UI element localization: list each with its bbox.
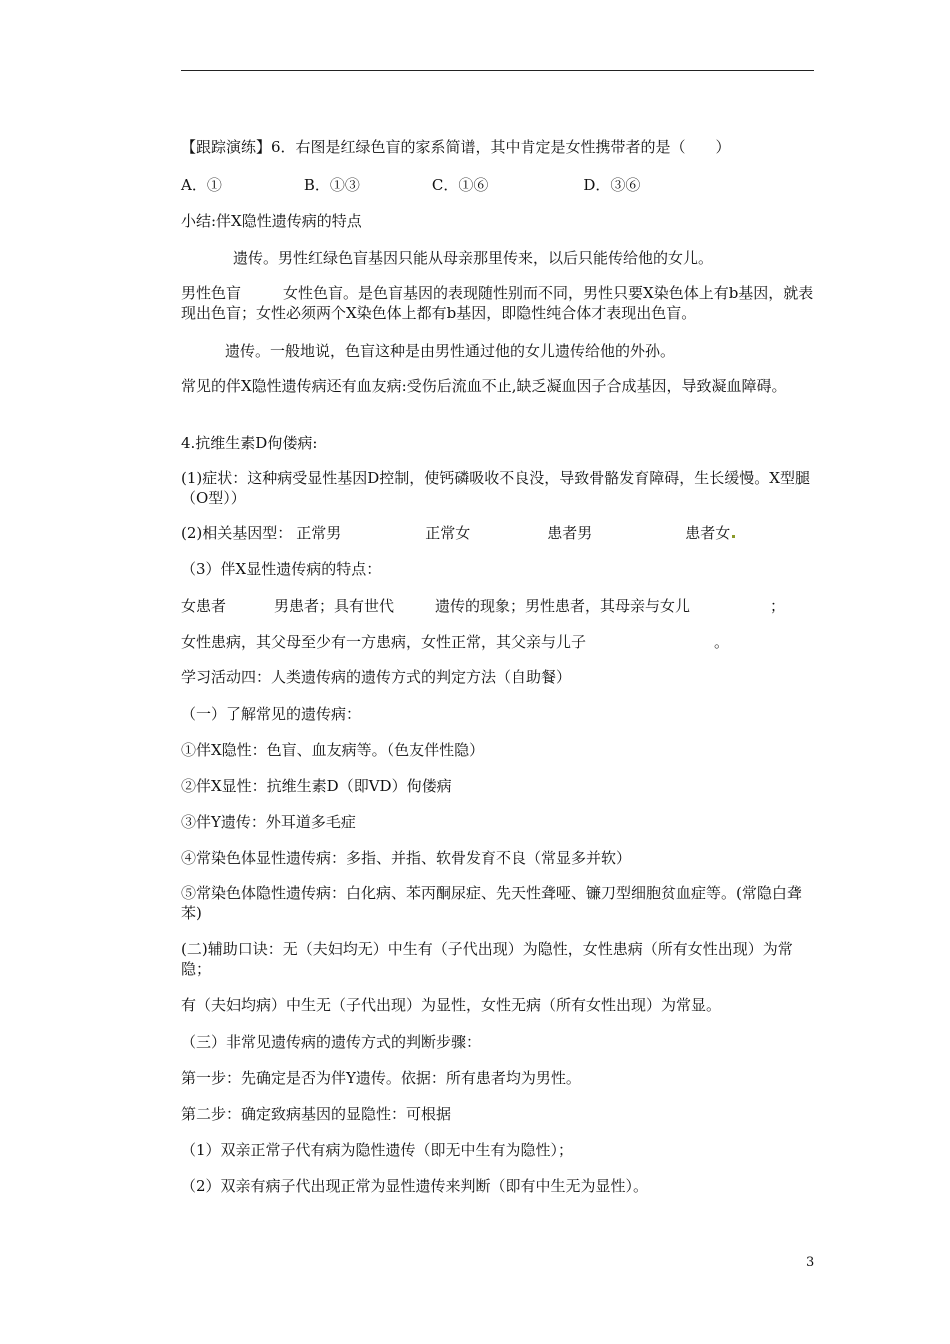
paragraph-block: 常见的伴X隐性遗传病还有血友病:受伤后流血不止,缺乏凝血因子合成基因，导致凝血障碍。 <box>181 377 787 395</box>
list-item: ④常染色体显性遗传病：多指、并指、软骨发育不良（常显多并软） <box>181 849 632 867</box>
text-fragment: (2)相关基因型： <box>181 524 293 542</box>
text-fragment: 患者男 <box>547 524 593 542</box>
text-fragment: 女性患病，其父母至少有一方患病，女性正常，其父亲与儿子 <box>181 633 587 651</box>
text-fragment: 正常女 <box>425 524 471 542</box>
text-fragment: 患者女 <box>685 524 731 542</box>
genotype-row <box>181 523 737 543</box>
list-item: ②伴X显性：抗维生素D（即VD）佝偻病 <box>181 777 452 795</box>
option-c: C．①⑥ <box>431 176 489 194</box>
section-heading: 4.抗维生素D佝偻病: <box>181 434 318 452</box>
step-line: 第二步：确定致病基因的显隐性：可根据 <box>181 1105 452 1123</box>
paragraph-line <box>181 596 785 616</box>
list-item: （2）双亲有病子代出现正常为显性遗传来判断（即有中生无为显性）。 <box>181 1177 649 1195</box>
text-fragment: 男患者；具有世代 <box>274 597 395 615</box>
subsection-heading: （3）伴X显性遗传病的特点： <box>181 560 382 578</box>
option-b: B．①③ <box>303 176 360 194</box>
step-line: 第一步：先确定是否为伴Y遗传。依据：所有患者均为男性。 <box>181 1069 581 1087</box>
text-fragment: 正常男 <box>296 524 342 542</box>
header-rule <box>181 70 814 71</box>
paragraph-block <box>181 283 821 323</box>
list-item: （1）双亲正常子代有病为隐性遗传（即无中生有为隐性）； <box>181 1141 574 1159</box>
text-fragment: 男性色盲 <box>181 284 242 302</box>
list-item: ③伴Y遗传：外耳道多毛症 <box>181 813 356 831</box>
paragraph-line: 有（夫妇均病）中生无（子代出现）为显性，女性无病（所有女性出现）为常显。 <box>181 996 722 1014</box>
text-fragment: 遗传的现象；男性患者，其母亲与女儿 <box>435 597 691 615</box>
subsection-heading: （三）非常见遗传病的遗传方式的判断步骤： <box>181 1033 482 1051</box>
subsection-heading: （一）了解常见的遗传病： <box>181 705 362 723</box>
paragraph-line <box>181 632 729 652</box>
answer-options <box>181 175 640 195</box>
text-fragment: ； <box>770 597 786 615</box>
option-a: A．① <box>181 176 222 194</box>
list-item: ⑤常染色体隐性遗传病：白化病、苯丙酮尿症、先天性聋哑、镰刀型细胞贫血症等。(常隐白聋苯) <box>181 884 802 922</box>
text-fragment: 。 <box>714 633 730 651</box>
summary-heading: 小结:伴X隐性遗传病的特点 <box>181 212 362 230</box>
mark-dot <box>732 535 735 538</box>
page-number: 3 <box>806 1255 815 1270</box>
activity-heading: 学习活动四：人类遗传病的遗传方式的判定方法（自助餐） <box>181 668 572 686</box>
paragraph-line: 遗传。一般地说，色盲这种是由男性通过他的女儿遗传给他的外孙。 <box>225 342 676 360</box>
list-item: ①伴X隐性：色盲、血友病等。（色友伴性隐） <box>181 741 485 759</box>
paragraph-block: (二)辅助口诀：无（夫妇均无）中生有（子代出现）为隐性，女性患病（所有女性出现）为常隐； <box>181 940 793 978</box>
text-fragment: 女患者 <box>181 597 227 615</box>
option-d: D．③⑥ <box>583 176 641 194</box>
text-fragment: 女性色盲。是色盲基因的表现随性别而不同，男性只要X染色体上有b基因，就表现出色盲；女性必须两个X染色体上都有b基因，即隐性纯合体才表现出色盲。 <box>181 284 814 322</box>
paragraph-line: 遗传。男性红绿色盲基因只能从母亲那里传来，以后只能传给他的女儿。 <box>233 249 714 267</box>
exercise-question: 【跟踪演练】6．右图是红绿色盲的家系简谱，其中肯定是女性携带者的是（ ） <box>181 138 731 156</box>
paragraph-block: (1)症状：这种病受显性基因D控制，使钙磷吸收不良没，导致骨骼发育障碍，生长缓慢。X型腿（O型）） <box>181 469 810 507</box>
